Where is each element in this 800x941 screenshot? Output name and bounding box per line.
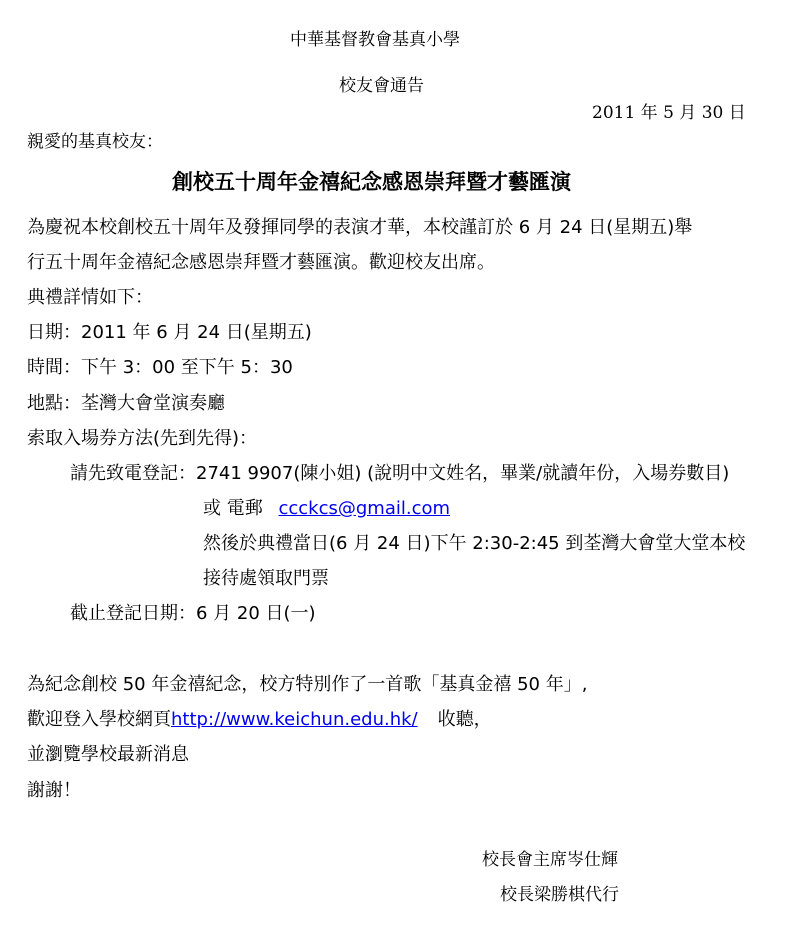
school-name: 中華基督教會基真小學 — [290, 30, 460, 50]
intro-line-1: 為慶祝本校創校五十周年及發揮同學的表演才華，本校謹訂於 6 月 24 日(星期五)舉 — [27, 217, 693, 238]
browse-line: 並瀏覽學校最新消息 — [27, 744, 189, 765]
event-date: 日期：2011 年 6 月 24 日(星期五) — [27, 322, 312, 343]
website-suffix: 收聽， — [437, 709, 492, 730]
intro-line-2: 行五十周年金禧紀念感恩崇拜暨才藝匯演。歡迎校友出席。 — [27, 252, 495, 273]
event-venue: 地點：荃灣大會堂演奏廳 — [27, 393, 225, 414]
greeting: 親愛的基真校友： — [27, 132, 163, 152]
email-prefix: 或 電郵 — [203, 498, 263, 519]
email-link[interactable]: ccckcs@gmail.com — [278, 498, 451, 519]
website-prefix: 歡迎登入學校網頁 — [27, 709, 171, 730]
pickup-line-1: 然後於典禮當日(6 月 24 日)下午 2:30-2:45 到荃灣大會堂大堂本校 — [203, 533, 746, 554]
details-heading: 典禮詳情如下： — [27, 287, 153, 308]
website-line — [27, 711, 492, 729]
event-time: 時間：下午 3：00 至下午 5：30 — [27, 357, 293, 378]
pickup-line-2: 接待處領取門票 — [203, 568, 329, 589]
thanks: 謝謝！ — [27, 780, 81, 801]
signature-line-2: 校長梁勝棋代行 — [500, 885, 619, 905]
email-line — [203, 500, 450, 518]
tickets-heading: 索取入場券方法(先到先得)： — [27, 428, 258, 449]
notice-date: 2011 年 5 月 30 日 — [592, 103, 746, 123]
registration-phone: 請先致電登記：2741 9907(陳小姐) (說明中文姓名，畢業/就讀年份，入場券數目) — [70, 463, 730, 484]
website-link[interactable]: http://www.keichun.edu.hk/ — [171, 709, 418, 730]
signature-line-1: 校長會主席岑仕輝 — [482, 850, 618, 870]
song-line: 為紀念創校 50 年金禧紀念，校方特別作了一首歌「基真金禧 50 年」, — [27, 674, 588, 695]
notice-heading: 校友會通告 — [339, 76, 424, 96]
registration-deadline: 截止登記日期：6 月 20 日(一) — [70, 603, 316, 624]
event-title: 創校五十周年金禧紀念感恩崇拜暨才藝匯演 — [172, 170, 571, 194]
